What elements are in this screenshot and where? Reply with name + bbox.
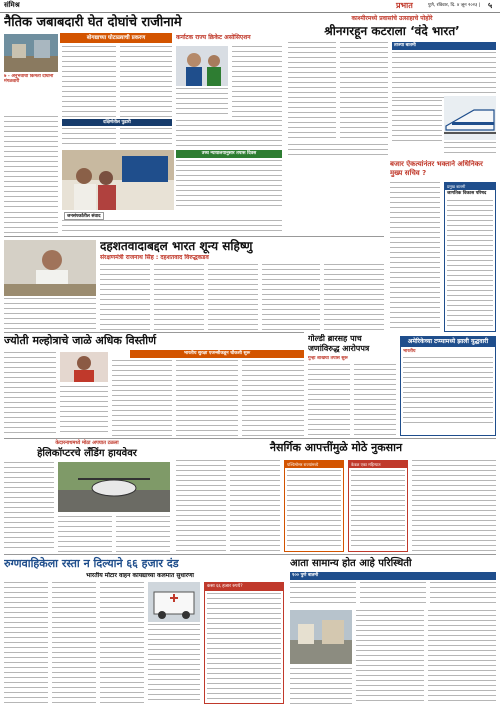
cricket-photo (176, 46, 228, 86)
kashmir-col3 (392, 100, 442, 144)
lead-body-col7 (176, 120, 282, 148)
lead-headline: नैतिक जबाबदारी घेत दोघांचे राजीनामे (4, 15, 182, 30)
disaster-box1 (284, 460, 344, 552)
terror-col5 (324, 264, 384, 330)
sidebar-box-label: प्रमुख बातमी (445, 183, 495, 190)
disaster-box1-label: पश्चिमोत्तर राज्यांमध्ये (285, 461, 343, 468)
ambulance-headline: रुग्णवाहिकेला रस्ता न दिल्याने ६६ हजार दंड (4, 557, 179, 570)
jyoti-col1 (4, 352, 56, 436)
brand-logo: प्रभात (396, 1, 413, 10)
usa-headline: अमेरिकेच्या टप्प्यामध्ये झाली युद्धवारी (401, 337, 495, 347)
terror-col3 (208, 264, 258, 330)
ambulance-col1 (4, 582, 48, 704)
helicopter-photo (58, 462, 170, 512)
jyoti-col4 (176, 360, 238, 436)
ambulance-col2 (52, 582, 96, 704)
normal-col3 (430, 582, 496, 606)
terror-headline: दहशतवादाबद्दल भारत शून्य सहिष्णु (100, 239, 253, 253)
usa-box-label: भारतीय (403, 349, 416, 354)
kashmir-col1 (288, 42, 336, 142)
kedarnath-col1 (4, 462, 54, 552)
disaster-box2 (348, 460, 408, 552)
photo-caption-text (62, 220, 282, 234)
mid-banner-text (176, 160, 282, 208)
disaster-box2-label: केवळ एका महिन्यात (349, 461, 407, 468)
jyoti-col5 (242, 360, 304, 436)
normal-box-label: १०० पुणे बातमी (290, 572, 496, 580)
firing-col2 (354, 364, 396, 436)
disaster-col2 (230, 460, 280, 552)
kashmir-col5 (288, 144, 388, 158)
lead-body-col6 (120, 128, 172, 148)
normal-headline: आता सामान्य होत आहे परिस्थिती (290, 558, 412, 569)
mid-banner: उच्च न्यायालयानुसार तपास दिवस (176, 150, 282, 158)
kashmir-col4 (444, 142, 496, 156)
dateline: पुणे, रविवार, दि. ४ जून २०२३ | (428, 3, 481, 8)
kashmir-col2 (340, 42, 388, 142)
lead-body-col1 (62, 46, 116, 118)
masthead (0, 0, 500, 13)
ambulance-col3 (100, 582, 144, 704)
sidebar-col1 (390, 182, 440, 332)
kedarnath-kicker: केदारनाथमध्ये मोठा अपघात टळला (55, 440, 119, 446)
lead-subhead: कर्नाटक राज्य क्रिकेट असोसिएशन (176, 34, 251, 41)
kashmir-headline: श्रीनगरहून कटराला ‘वंदे भारत’ (324, 24, 460, 38)
lead-side-note: ७ - अनुभवाची किंमती दोघांनी मंगळवारी (4, 74, 54, 84)
terror-col4 (262, 264, 320, 330)
kashmir-box-text (392, 52, 496, 98)
terror-col6 (4, 298, 96, 330)
normal-col4 (290, 668, 352, 704)
firing-subhead: गुन्हा शाखेचा तपास सुरू (308, 356, 348, 361)
terror-photo (4, 240, 96, 296)
fine-box (204, 582, 284, 704)
firing-headline: गोल्डी ब्रारसह पाच जणांविरुद्ध आरोपपत्र (308, 334, 370, 353)
lead-body-col4 (232, 46, 282, 118)
jyoti-band: भारतीय सुरक्षा एजन्सीकडून चौकशी सुरू (130, 350, 304, 358)
jyoti-col3 (112, 360, 172, 436)
normal-col5 (356, 610, 424, 704)
page-number: ५ (488, 1, 493, 10)
lead-side-text (4, 116, 58, 210)
sidebar-box-title: जागतिक विकास परिषद (447, 191, 487, 196)
kedarnath-col2 (58, 516, 112, 552)
lead-callout: दक्षिणेतील पुढारी (62, 119, 172, 126)
jyoti-headline: ज्योती मल्होत्राचे जाळे अधिक विस्तीर्ण (4, 334, 157, 347)
ambulance-photo (148, 582, 200, 622)
normal-photo (290, 610, 352, 664)
fine-box-label: कसा ६६ हजार रुपये? (205, 583, 283, 591)
lead-body-col5 (62, 128, 116, 148)
meeting-photo (62, 150, 174, 210)
kashmir-box-label: ताज्या बातमी (392, 42, 496, 50)
jyoti-photo (60, 352, 108, 382)
normal-col6 (428, 610, 496, 704)
sidebar-headline: बजार ऐकत्यांनंतर भक्ताने अधिनिकर मुख्य सचिव ? (390, 160, 483, 177)
disaster-col1 (176, 460, 226, 552)
kedarnath-col3 (116, 516, 170, 552)
lead-photo (4, 34, 58, 72)
lead-body-col3 (176, 88, 228, 118)
sidebar-box (444, 182, 496, 332)
terror-col2 (154, 264, 204, 330)
vande-bharat-train (444, 96, 496, 140)
usa-box (400, 336, 496, 436)
disaster-headline: नैसर्गिक आपत्तींमुळे मोठे नुकसान (269, 441, 403, 454)
normal-col1 (290, 582, 356, 606)
disaster-col3 (412, 460, 496, 552)
terror-col1 (100, 264, 150, 330)
ambulance-subhead: भारतीय मोटार वाहन कायद्याच्या कलमात सुधारणा (86, 572, 194, 579)
section-label: संमिश्र (4, 1, 20, 9)
photo-tag: जनसंपर्कातील संवाद (64, 212, 104, 220)
terror-subhead: संरक्षणमंत्री राजनाथ सिंह : दहशतवाद विरुद्धकडव (100, 254, 209, 261)
lead-kicker-band: बोगद्याच्या घोटाळ्याची प्रकरण (60, 33, 172, 43)
terror-col0 (4, 212, 58, 234)
lead-body-col2 (120, 46, 172, 118)
ambulance-col4 (148, 624, 200, 704)
kashmir-kicker: काश्मीरमध्ये प्रवासांचे उत्साहाचे पोहोरे (351, 15, 433, 22)
kedarnath-headline: हेलिकॉप्टरचे लँडिंग हायवेवर (37, 448, 137, 459)
firing-col1 (308, 364, 350, 436)
normal-col2 (360, 582, 426, 606)
jyoti-col2 (60, 386, 108, 436)
